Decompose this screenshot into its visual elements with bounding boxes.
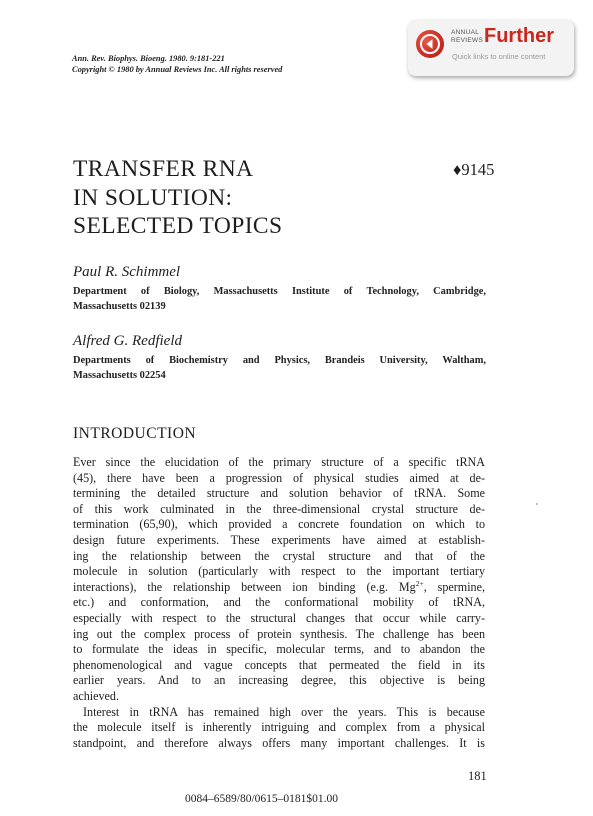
body-line: ing out the complex process of protein synthesis. The challenge has been [73,626,485,641]
body-line: Interest in tRNA has remained high over the years. This is because [83,704,485,719]
body-line: ing the relationship between the crystal structure and that of the [73,548,485,563]
citation-line-1: Ann. Rev. Biophys. Bioeng. 1980. 9:181-221 [72,54,225,63]
section-heading: INTRODUCTION [73,425,197,442]
body-line: termination (65,90), which provided a concrete foundation on which to [73,517,485,532]
body-line-with-superscript: interactions), the relationship between ion binding (e.g. $Mg^{2+}$, spermine, [73,578,485,594]
body-line: etc.) and conformation, and the conformational mobility of tRNA, [73,595,485,610]
body-line: design future experiments. These experiments have aimed at establish- [73,532,485,547]
body-line: molecule in solution (particularly with respect to the important tertiary [73,564,485,579]
author-affiliation-1: Department of Biology, Massachusetts Institute of Technology, Cambridge, Massachusetts 02139 [73,286,486,312]
title-line-1: TRANSFER RNA [73,156,254,182]
badge-subtitle: Quick links to online content [452,52,546,61]
footer-code: 0084–6589/80/0615–0181$01.00 [185,793,339,805]
author-name-2: Alfred G. Redfield [73,333,182,349]
body-line: to formulate the ideas in specific, molecular terms, and to abandon the [73,642,485,657]
article-title [73,155,282,241]
journal-citation [72,54,282,75]
page-number: 181 [468,769,487,783]
body-line: (45), there have been a progression of physical studies aimed at de- [73,470,485,485]
further-brand: Further [484,25,554,47]
author-affiliation-2: Departments of Biochemistry and Physics, Brandeis University, Waltham, Massachusetts 02254 [73,355,486,381]
body-line: termining the detailed structure and solution behavior of tRNA. Some [73,486,485,501]
publisher-wordmark: ANNUAL REVIEWS [451,29,484,44]
body-line: standpoint, and therefore always offers many important challenges. It is [73,735,485,750]
body-line: earlier years. And to an increasing degree, this objective is being [73,673,485,688]
author-name-1: Paul R. Schimmel [73,264,181,280]
body-line: Ever since the elucidation of the primary structure of a specific tRNA [73,455,485,469]
article-code: ♦9145 [453,160,495,179]
body-line: the molecule itself is inherently intriguing and complex from a physical [73,720,485,735]
body-line: of this work culminated in the three-dimensional crystal structure de- [73,501,485,516]
title-line-2: IN SOLUTION: [73,184,233,211]
title-line-3: SELECTED TOPICS [73,213,283,239]
body-line: especially with respect to the structural changes that occur while carry- [73,610,485,625]
citation-line-2: Copyright © 1980 by Annual Reviews Inc. All rights reserved [72,64,283,74]
superscript: 2+ [415,578,424,588]
body-line: achieved. [73,688,119,703]
scan-speck [536,503,538,505]
body-paragraphs [73,455,485,751]
annual-reviews-further-badge[interactable] [408,20,574,76]
back-arrow-icon [416,30,444,58]
body-line: phenomenological and vague concepts that permeated the field in its [73,657,485,672]
